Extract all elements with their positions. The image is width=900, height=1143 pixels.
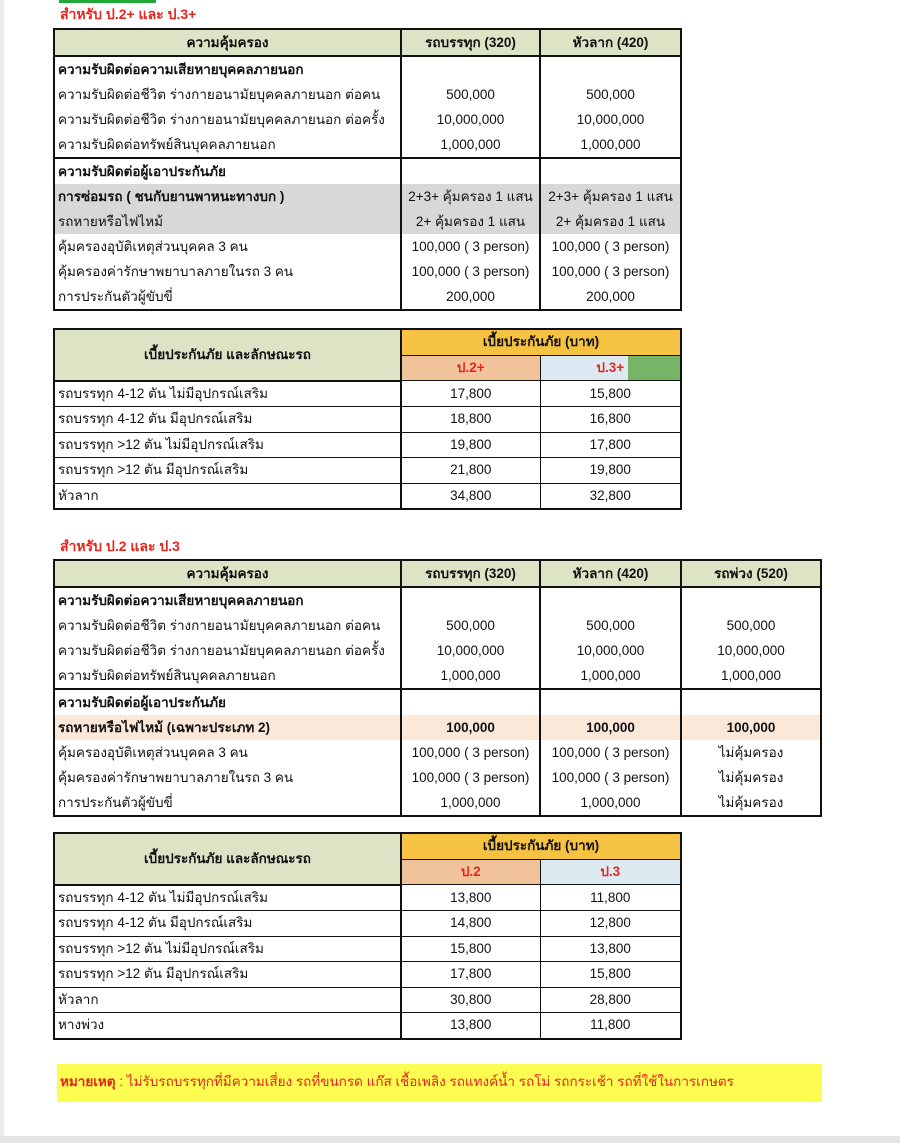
- cell-value: 2+ คุ้มครอง 1 แสน: [540, 209, 681, 234]
- section1-premium-table: [53, 328, 682, 510]
- cell-value: 1,000,000: [401, 132, 540, 158]
- top-accent-bar: [59, 0, 156, 3]
- cell-value: 2+3+ คุ้มครอง 1 แสน: [401, 184, 540, 209]
- group-title: ความรับผิดต่อผู้เอาประกันภัย: [54, 689, 401, 715]
- cell-value: 19,800: [540, 458, 681, 484]
- premium-header-row: [54, 329, 681, 355]
- cell-value: 13,800: [401, 1013, 540, 1039]
- table-row: [54, 483, 681, 509]
- cell-value: 28,800: [540, 987, 681, 1013]
- cell-value: ไม่คุ้มครอง: [681, 790, 821, 816]
- row-label: รถบรรทุก 4-12 ตัน มีอุปกรณ์เสริม: [54, 407, 401, 433]
- cell-value: 1,000,000: [681, 663, 821, 689]
- table-row: [54, 885, 681, 911]
- row-label: ความรับผิดต่อทรัพย์สินบุคคลภายนอก: [58, 137, 276, 152]
- cell-value: 500,000: [540, 82, 681, 107]
- row-label: รถบรรทุก 4-12 ตัน ไม่มีอุปกรณ์เสริม: [54, 381, 401, 407]
- row-label: รถหายหรือไฟไหม้: [54, 209, 401, 234]
- table-row-highlight: [54, 715, 821, 740]
- cell-value: 1,000,000: [540, 132, 681, 158]
- table-row: [54, 259, 681, 284]
- cell-value: 100,000 ( 3 person): [540, 259, 681, 284]
- table-row: [54, 284, 681, 310]
- section2-title: สำหรับ ป.2 และ ป.3: [60, 538, 180, 554]
- row-label: รถบรรทุก 4-12 ตัน มีอุปกรณ์เสริม: [54, 911, 401, 937]
- row-label: หัวลาก: [54, 987, 401, 1013]
- cell-value: 17,800: [401, 381, 540, 407]
- table-row: [54, 740, 821, 765]
- cell-value: 12,800: [540, 911, 681, 937]
- page-bottom-edge: [0, 1136, 900, 1143]
- cell-value: ไม่คุ้มครอง: [681, 765, 821, 790]
- cell-value: 200,000: [540, 284, 681, 310]
- cell-value: 11,800: [540, 885, 681, 911]
- cell-value: 100,000 ( 3 person): [540, 765, 681, 790]
- cell-value: 10,000,000: [401, 107, 540, 132]
- cell-value: 100,000 ( 3 person): [540, 740, 681, 765]
- row-label: การประกันตัวผู้ขับขี่: [58, 795, 173, 810]
- table-row: [54, 987, 681, 1013]
- row-label: รถหายหรือไฟไหม้ (เฉพาะประเภท 2): [54, 715, 401, 740]
- table-row: [54, 381, 681, 407]
- cell-value: 200,000: [401, 284, 540, 310]
- row-label: รถบรรทุก >12 ตัน ไม่มีอุปกรณ์เสริม: [54, 432, 401, 458]
- table-row-highlight: [54, 209, 681, 234]
- col-header-p2: ป.2: [401, 859, 540, 885]
- cell-value: 21,800: [401, 458, 540, 484]
- group-title-row: [54, 689, 821, 715]
- remark-note: [57, 1064, 822, 1102]
- group-title: ความรับผิดต่อผู้เอาประกันภัย: [54, 158, 401, 184]
- group-title: ความรับผิดต่อความเสียหายบุคคลภายนอก: [58, 62, 304, 77]
- col-header-label: ป.3+: [596, 359, 625, 375]
- row-label: ความรับผิดต่อชีวิต ร่างกายอนามัยบุคคลภายนอก ต่อครั้ง: [58, 112, 385, 127]
- remark-label: หมายเหตุ: [60, 1074, 116, 1089]
- row-label: การประกันตัวผู้ขับขี่: [58, 289, 173, 304]
- premium-header-row: [54, 833, 681, 859]
- col-header: ความคุ้มครอง: [54, 560, 401, 587]
- table-row: [54, 82, 681, 107]
- premium-left-header: เบี้ยประกันภัย และลักษณะรถ: [54, 329, 401, 381]
- document-page: [4, 0, 900, 1136]
- row-label: คุ้มครองอุบัติเหตุส่วนบุคคล 3 คน: [58, 239, 248, 254]
- cell-value: 1,000,000: [540, 663, 681, 689]
- table-row: [54, 613, 821, 638]
- row-label: หางพ่วง: [54, 1013, 401, 1039]
- row-label: ความรับผิดต่อทรัพย์สินบุคคลภายนอก: [58, 668, 276, 683]
- cell-value: 16,800: [540, 407, 681, 433]
- cell-value: ไม่คุ้มครอง: [681, 740, 821, 765]
- table-row: [54, 132, 681, 158]
- table-row: [54, 962, 681, 988]
- cell-value: 17,800: [401, 962, 540, 988]
- cell-value: 1,000,000: [401, 790, 540, 816]
- row-label: การซ่อมรถ ( ชนกับยานพาหนะทางบก ): [54, 184, 401, 209]
- table-header-row: [54, 29, 681, 56]
- premium-left-header: เบี้ยประกันภัย และลักษณะรถ: [54, 833, 401, 885]
- table-row: [54, 638, 821, 663]
- table-row-highlight: [54, 184, 681, 209]
- row-label: รถบรรทุก >12 ตัน ไม่มีอุปกรณ์เสริม: [54, 936, 401, 962]
- row-label: รถบรรทุก 4-12 ตัน ไม่มีอุปกรณ์เสริม: [54, 885, 401, 911]
- green-highlight-block: [628, 356, 680, 381]
- table-row: [54, 790, 821, 816]
- cell-value: 13,800: [401, 885, 540, 911]
- col-header: รถพ่วง (520): [681, 560, 821, 587]
- premium-group-header: เบี้ยประกันภัย (บาท): [401, 833, 681, 859]
- col-header: ความคุ้มครอง: [54, 29, 401, 56]
- table-row: [54, 765, 821, 790]
- col-header: รถบรรทุก (320): [401, 560, 540, 587]
- cell-value: 34,800: [401, 483, 540, 509]
- cell-value: 10,000,000: [540, 107, 681, 132]
- cell-value: 14,800: [401, 911, 540, 937]
- cell-value: 500,000: [681, 613, 821, 638]
- cell-value: 15,800: [540, 381, 681, 407]
- table-row: [54, 407, 681, 433]
- cell-value: 100,000 ( 3 person): [401, 234, 540, 259]
- cell-value: 15,800: [540, 962, 681, 988]
- cell-value: 100,000 ( 3 person): [401, 765, 540, 790]
- table-row: [54, 663, 821, 689]
- col-header-p3: ป.3: [540, 859, 681, 885]
- group-title-row: [54, 158, 681, 184]
- row-label: ความรับผิดต่อชีวิต ร่างกายอนามัยบุคคลภายนอก ต่อคน: [58, 87, 381, 102]
- cell-value: 17,800: [540, 432, 681, 458]
- col-header-p3plus: [540, 355, 681, 381]
- row-label: คุ้มครองค่ารักษาพยาบาลภายในรถ 3 คน: [58, 264, 294, 279]
- cell-value: 15,800: [401, 936, 540, 962]
- remark-text: : ไม่รับรถบรรทุกที่มีความเสี่ยง รถที่ขนกรด แก๊ส เชื้อเพลิง รถแทงค์น้ำ รถโม่ รถกระเช้า รถที่ใช้ในการเกษตร: [115, 1074, 734, 1089]
- cell-value: 13,800: [540, 936, 681, 962]
- group-title-row: [54, 56, 681, 82]
- cell-value: 10,000,000: [681, 638, 821, 663]
- table-row: [54, 432, 681, 458]
- cell-value: 11,800: [540, 1013, 681, 1039]
- cell-value: 10,000,000: [401, 638, 540, 663]
- cell-value: 500,000: [540, 613, 681, 638]
- cell-value: 100,000: [540, 715, 681, 740]
- cell-value: 18,800: [401, 407, 540, 433]
- col-header-p2plus: ป.2+: [401, 355, 540, 381]
- cell-value: 100,000: [401, 715, 540, 740]
- table-row: [54, 911, 681, 937]
- table-row: [54, 458, 681, 484]
- row-label: คุ้มครองค่ารักษาพยาบาลภายในรถ 3 คน: [58, 770, 294, 785]
- cell-value: 1,000,000: [540, 790, 681, 816]
- table-row: [54, 107, 681, 132]
- col-header: รถบรรทุก (320): [401, 29, 540, 56]
- table-row: [54, 936, 681, 962]
- col-header: หัวลาก (420): [540, 560, 681, 587]
- cell-value: 100,000 ( 3 person): [401, 740, 540, 765]
- cell-value: 2+3+ คุ้มครอง 1 แสน: [540, 184, 681, 209]
- cell-value: 100,000: [681, 715, 821, 740]
- row-label: รถบรรทุก >12 ตัน มีอุปกรณ์เสริม: [54, 458, 401, 484]
- cell-value: 10,000,000: [540, 638, 681, 663]
- cell-value: 32,800: [540, 483, 681, 509]
- cell-value: 100,000 ( 3 person): [540, 234, 681, 259]
- row-label: รถบรรทุก >12 ตัน มีอุปกรณ์เสริม: [54, 962, 401, 988]
- group-title: ความรับผิดต่อความเสียหายบุคคลภายนอก: [58, 593, 304, 608]
- table-row: [54, 234, 681, 259]
- cell-value: 1,000,000: [401, 663, 540, 689]
- cell-value: 500,000: [401, 82, 540, 107]
- cell-value: 500,000: [401, 613, 540, 638]
- table-header-row: [54, 560, 821, 587]
- cell-value: 30,800: [401, 987, 540, 1013]
- cell-value: 100,000 ( 3 person): [401, 259, 540, 284]
- section2-premium-table: [53, 832, 682, 1040]
- row-label: ความรับผิดต่อชีวิต ร่างกายอนามัยบุคคลภายนอก ต่อครั้ง: [58, 643, 385, 658]
- table-row: [54, 1013, 681, 1039]
- cell-value: 2+ คุ้มครอง 1 แสน: [401, 209, 540, 234]
- premium-group-header: เบี้ยประกันภัย (บาท): [401, 329, 681, 355]
- section1-title: สำหรับ ป.2+ และ ป.3+: [60, 6, 197, 22]
- row-label: หัวลาก: [54, 483, 401, 509]
- col-header: หัวลาก (420): [540, 29, 681, 56]
- row-label: ความรับผิดต่อชีวิต ร่างกายอนามัยบุคคลภายนอก ต่อคน: [58, 618, 381, 633]
- cell-value: 19,800: [401, 432, 540, 458]
- section1-coverage-table: [53, 28, 682, 311]
- group-title-row: [54, 587, 821, 613]
- row-label: คุ้มครองอุบัติเหตุส่วนบุคคล 3 คน: [58, 745, 248, 760]
- section2-coverage-table: [53, 559, 822, 817]
